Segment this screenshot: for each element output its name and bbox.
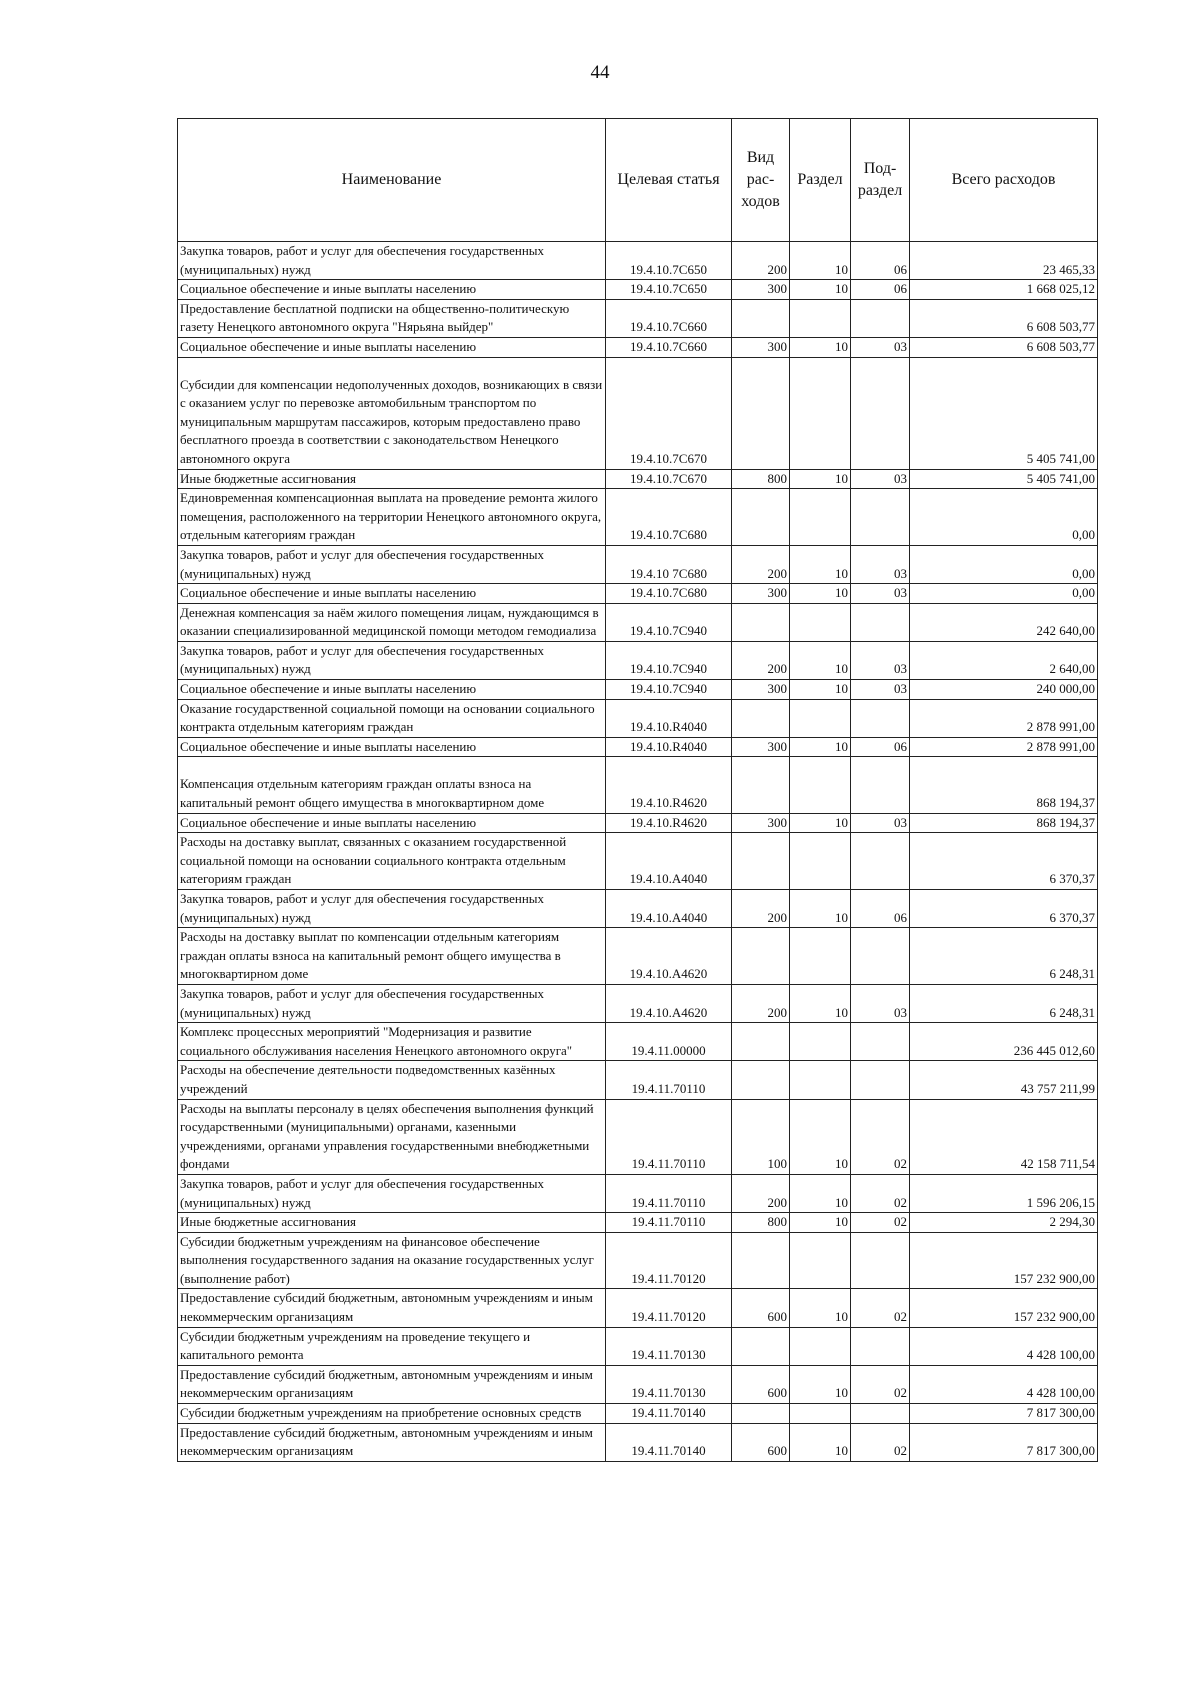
row-article-cell: 19.4.10.А4040: [606, 833, 732, 890]
row-name-cell: Единовременная компенсационная выплата на проведение ремонта жилого помещения, расположенного на территории Ненецкого автономного округа, отдельным категориям граждан: [178, 489, 606, 546]
row-article-cell: 19.4.10.7С680: [606, 584, 732, 604]
row-section-cell: 10: [790, 680, 851, 700]
row-article-cell: 19.4.11.70110: [606, 1213, 732, 1233]
row-article-cell: 19.4.10.7С670: [606, 469, 732, 489]
row-section-cell: [790, 757, 851, 813]
row-name-cell: Социальное обеспечение и иные выплаты населению: [178, 337, 606, 357]
row-name-cell: Закупка товаров, работ и услуг для обеспечения государственных (муниципальных) нужд: [178, 641, 606, 679]
row-section-cell: 10: [790, 1174, 851, 1212]
row-subsection-cell: [851, 603, 910, 641]
row-section-cell: 10: [790, 1365, 851, 1403]
row-subsection-cell: 03: [851, 469, 910, 489]
row-name-cell: Социальное обеспечение и иные выплаты населению: [178, 280, 606, 300]
row-section-cell: 10: [790, 280, 851, 300]
row-name-cell: Социальное обеспечение и иные выплаты населению: [178, 584, 606, 604]
row-section-cell: 10: [790, 469, 851, 489]
row-name-cell: Компенсация отдельным категориям граждан оплаты взноса на капитальный ремонт общего имущества в многоквартирном доме: [178, 757, 606, 813]
row-article-cell: 19.4.10.R4040: [606, 699, 732, 737]
row-expense-type-cell: 300: [732, 280, 790, 300]
row-subsection-cell: 06: [851, 737, 910, 757]
table-row: [178, 1213, 1098, 1233]
table-row: [178, 280, 1098, 300]
row-name-cell: Предоставление субсидий бюджетным, автономным учреждениям и иным некоммерческим организациям: [178, 1423, 606, 1461]
row-section-cell: 10: [790, 984, 851, 1022]
table-row: [178, 737, 1098, 757]
row-article-cell: 19.4.10.7С650: [606, 242, 732, 280]
row-expense-type-cell: 600: [732, 1289, 790, 1327]
row-expense-type-cell: 800: [732, 469, 790, 489]
row-section-cell: [790, 357, 851, 469]
row-subsection-cell: [851, 833, 910, 890]
row-article-cell: 19.4.10.R4620: [606, 813, 732, 833]
table-row: [178, 1099, 1098, 1174]
row-article-cell: 19.4.10.7С650: [606, 280, 732, 300]
table-row: [178, 545, 1098, 583]
row-subsection-cell: 03: [851, 337, 910, 357]
row-total-cell: 43 757 211,99: [910, 1061, 1098, 1099]
row-article-cell: 19.4.10 7С680: [606, 545, 732, 583]
row-subsection-cell: [851, 1327, 910, 1365]
table-row: [178, 357, 1098, 469]
row-expense-type-cell: [732, 699, 790, 737]
row-name-cell: Закупка товаров, работ и услуг для обеспечения государственных (муниципальных) нужд: [178, 242, 606, 280]
table-row: [178, 242, 1098, 280]
table-row: [178, 1232, 1098, 1289]
row-expense-type-cell: [732, 1327, 790, 1365]
table-row: [178, 299, 1098, 337]
row-article-cell: 19.4.10.R4040: [606, 737, 732, 757]
row-total-cell: 6 608 503,77: [910, 337, 1098, 357]
table-row: [178, 928, 1098, 985]
row-section-cell: [790, 1232, 851, 1289]
row-total-cell: 1 668 025,12: [910, 280, 1098, 300]
table-row: [178, 641, 1098, 679]
table-header-row: [178, 119, 1098, 242]
row-total-cell: 157 232 900,00: [910, 1289, 1098, 1327]
row-total-cell: 0,00: [910, 489, 1098, 546]
row-subsection-cell: 02: [851, 1423, 910, 1461]
row-subsection-cell: 02: [851, 1289, 910, 1327]
row-subsection-cell: [851, 357, 910, 469]
row-name-cell: Социальное обеспечение и иные выплаты населению: [178, 737, 606, 757]
row-subsection-cell: 06: [851, 242, 910, 280]
header-subsection: Под-раздел: [851, 119, 910, 242]
row-expense-type-cell: 200: [732, 1174, 790, 1212]
row-expense-type-cell: 800: [732, 1213, 790, 1233]
header-section: Раздел: [790, 119, 851, 242]
row-expense-type-cell: [732, 299, 790, 337]
row-expense-type-cell: [732, 928, 790, 985]
row-subsection-cell: [851, 489, 910, 546]
row-subsection-cell: 02: [851, 1174, 910, 1212]
row-total-cell: 7 817 300,00: [910, 1404, 1098, 1424]
row-subsection-cell: 06: [851, 890, 910, 928]
row-article-cell: 19.4.10.7С940: [606, 680, 732, 700]
row-section-cell: 10: [790, 890, 851, 928]
row-section-cell: [790, 833, 851, 890]
row-name-cell: Субсидии бюджетным учреждениям на финансовое обеспечение выполнения государственного задания на оказание государственных услуг (выполнение работ): [178, 1232, 606, 1289]
row-section-cell: [790, 489, 851, 546]
table-row: [178, 1365, 1098, 1403]
table-row: [178, 1174, 1098, 1212]
row-subsection-cell: [851, 699, 910, 737]
row-expense-type-cell: 600: [732, 1365, 790, 1403]
row-total-cell: 0,00: [910, 545, 1098, 583]
row-subsection-cell: [851, 928, 910, 985]
row-article-cell: 19.4.11.70110: [606, 1099, 732, 1174]
table-row: [178, 813, 1098, 833]
table-body: [178, 242, 1098, 1462]
row-expense-type-cell: 300: [732, 337, 790, 357]
row-section-cell: [790, 1327, 851, 1365]
table-row: [178, 469, 1098, 489]
row-subsection-cell: 03: [851, 680, 910, 700]
header-name: Наименование: [178, 119, 606, 242]
row-expense-type-cell: 300: [732, 737, 790, 757]
row-total-cell: 0,00: [910, 584, 1098, 604]
row-section-cell: 10: [790, 1099, 851, 1174]
row-subsection-cell: [851, 757, 910, 813]
row-expense-type-cell: 600: [732, 1423, 790, 1461]
row-article-cell: 19.4.11.70140: [606, 1404, 732, 1424]
row-expense-type-cell: [732, 1023, 790, 1061]
row-total-cell: 2 294,30: [910, 1213, 1098, 1233]
table-row: [178, 890, 1098, 928]
row-name-cell: Предоставление субсидий бюджетным, автономным учреждениям и иным некоммерческим организациям: [178, 1289, 606, 1327]
row-article-cell: 19.4.11.70120: [606, 1232, 732, 1289]
row-subsection-cell: [851, 1023, 910, 1061]
row-article-cell: 19.4.10.7С660: [606, 299, 732, 337]
row-section-cell: 10: [790, 242, 851, 280]
row-expense-type-cell: [732, 489, 790, 546]
row-expense-type-cell: 200: [732, 641, 790, 679]
row-name-cell: Денежная компенсация за наём жилого помещения лицам, нуждающимся в оказании специализированной медицинской помощи методом гемодиализа: [178, 603, 606, 641]
row-section-cell: [790, 603, 851, 641]
header-expense-type: Вид рас-ходов: [732, 119, 790, 242]
row-section-cell: [790, 1061, 851, 1099]
row-total-cell: 868 194,37: [910, 813, 1098, 833]
row-article-cell: 19.4.11.70120: [606, 1289, 732, 1327]
row-total-cell: 4 428 100,00: [910, 1365, 1098, 1403]
row-expense-type-cell: 200: [732, 890, 790, 928]
row-section-cell: 10: [790, 337, 851, 357]
table-row: [178, 489, 1098, 546]
row-name-cell: Субсидии для компенсации недополученных доходов, возникающих в связи с оказанием услуг по перевозке автомобильным транспортом по муниципальным маршрутам пассажиров, которым предоставлено право бесплатного проезда в соответствии с законодательством Ненецкого автономного округа: [178, 357, 606, 469]
row-name-cell: Субсидии бюджетным учреждениям на приобретение основных средств: [178, 1404, 606, 1424]
row-expense-type-cell: [732, 833, 790, 890]
row-total-cell: 157 232 900,00: [910, 1232, 1098, 1289]
row-name-cell: Оказание государственной социальной помощи на основании социального контракта отдельным категориям граждан: [178, 699, 606, 737]
row-article-cell: 19.4.11.00000: [606, 1023, 732, 1061]
table-row: [178, 1023, 1098, 1061]
row-total-cell: 2 878 991,00: [910, 699, 1098, 737]
row-subsection-cell: 02: [851, 1365, 910, 1403]
row-article-cell: 19.4.10.А4620: [606, 928, 732, 985]
row-article-cell: 19.4.10.7С940: [606, 641, 732, 679]
table-row: [178, 699, 1098, 737]
row-section-cell: 10: [790, 1213, 851, 1233]
table-row: [178, 337, 1098, 357]
row-expense-type-cell: [732, 1061, 790, 1099]
row-name-cell: Закупка товаров, работ и услуг для обеспечения государственных (муниципальных) нужд: [178, 984, 606, 1022]
row-expense-type-cell: 200: [732, 984, 790, 1022]
row-expense-type-cell: 200: [732, 545, 790, 583]
table-row: [178, 984, 1098, 1022]
row-article-cell: 19.4.10.7С940: [606, 603, 732, 641]
row-section-cell: [790, 928, 851, 985]
table-row: [178, 584, 1098, 604]
row-article-cell: 19.4.10.7С680: [606, 489, 732, 546]
row-article-cell: 19.4.10.А4040: [606, 890, 732, 928]
row-subsection-cell: 02: [851, 1213, 910, 1233]
row-total-cell: 6 248,31: [910, 928, 1098, 985]
row-subsection-cell: 06: [851, 280, 910, 300]
table-row: [178, 833, 1098, 890]
row-total-cell: 6 370,37: [910, 833, 1098, 890]
row-article-cell: 19.4.10.7С670: [606, 357, 732, 469]
row-subsection-cell: 03: [851, 641, 910, 679]
row-expense-type-cell: [732, 1232, 790, 1289]
row-expense-type-cell: 100: [732, 1099, 790, 1174]
row-article-cell: 19.4.11.70140: [606, 1423, 732, 1461]
row-section-cell: 10: [790, 813, 851, 833]
row-expense-type-cell: [732, 757, 790, 813]
row-subsection-cell: 03: [851, 984, 910, 1022]
row-total-cell: 240 000,00: [910, 680, 1098, 700]
table-row: [178, 1423, 1098, 1461]
row-name-cell: Закупка товаров, работ и услуг для обеспечения государственных (муниципальных) нужд: [178, 890, 606, 928]
row-article-cell: 19.4.10.R4620: [606, 757, 732, 813]
row-total-cell: 868 194,37: [910, 757, 1098, 813]
row-expense-type-cell: 200: [732, 242, 790, 280]
row-expense-type-cell: [732, 1404, 790, 1424]
row-expense-type-cell: 300: [732, 584, 790, 604]
row-total-cell: 242 640,00: [910, 603, 1098, 641]
row-name-cell: Расходы на выплаты персоналу в целях обеспечения выполнения функций государственными (муниципальными) органами, казенными учреждениями, органами управления государственными внебюджетными фондами: [178, 1099, 606, 1174]
row-section-cell: 10: [790, 584, 851, 604]
row-name-cell: Иные бюджетные ассигнования: [178, 469, 606, 489]
row-name-cell: Расходы на доставку выплат по компенсации отдельным категориям граждан оплаты взноса на капитальный ремонт общего имущества в многоквартирном доме: [178, 928, 606, 985]
row-name-cell: Комплекс процессных мероприятий "Модернизация и развитие социального обслуживания населения Ненецкого автономного округа": [178, 1023, 606, 1061]
row-name-cell: Иные бюджетные ассигнования: [178, 1213, 606, 1233]
row-total-cell: 5 405 741,00: [910, 357, 1098, 469]
row-expense-type-cell: 300: [732, 680, 790, 700]
header-total: Всего расходов: [910, 119, 1098, 242]
row-total-cell: 2 878 991,00: [910, 737, 1098, 757]
row-total-cell: 42 158 711,54: [910, 1099, 1098, 1174]
row-total-cell: 1 596 206,15: [910, 1174, 1098, 1212]
row-total-cell: 6 608 503,77: [910, 299, 1098, 337]
row-total-cell: 23 465,33: [910, 242, 1098, 280]
row-article-cell: 19.4.11.70130: [606, 1327, 732, 1365]
row-name-cell: Социальное обеспечение и иные выплаты населению: [178, 680, 606, 700]
row-article-cell: 19.4.11.70110: [606, 1174, 732, 1212]
row-total-cell: 7 817 300,00: [910, 1423, 1098, 1461]
table-row: [178, 680, 1098, 700]
row-section-cell: [790, 1404, 851, 1424]
row-section-cell: 10: [790, 1289, 851, 1327]
row-subsection-cell: [851, 1232, 910, 1289]
row-article-cell: 19.4.10.А4620: [606, 984, 732, 1022]
row-article-cell: 19.4.11.70130: [606, 1365, 732, 1403]
row-section-cell: 10: [790, 1423, 851, 1461]
row-name-cell: Расходы на обеспечение деятельности подведомственных казённых учреждений: [178, 1061, 606, 1099]
row-name-cell: Предоставление бесплатной подписки на общественно-политическую газету Ненецкого автономного округа "Нярьяна выйдер": [178, 299, 606, 337]
row-subsection-cell: 02: [851, 1099, 910, 1174]
row-total-cell: 4 428 100,00: [910, 1327, 1098, 1365]
row-section-cell: [790, 699, 851, 737]
row-subsection-cell: 03: [851, 584, 910, 604]
row-name-cell: Субсидии бюджетным учреждениям на проведение текущего и капитального ремонта: [178, 1327, 606, 1365]
row-total-cell: 236 445 012,60: [910, 1023, 1098, 1061]
row-total-cell: 6 370,37: [910, 890, 1098, 928]
row-section-cell: 10: [790, 545, 851, 583]
row-subsection-cell: [851, 1404, 910, 1424]
row-name-cell: Закупка товаров, работ и услуг для обеспечения государственных (муниципальных) нужд: [178, 1174, 606, 1212]
table-row: [178, 1061, 1098, 1099]
row-name-cell: Закупка товаров, работ и услуг для обеспечения государственных (муниципальных) нужд: [178, 545, 606, 583]
table-row: [178, 603, 1098, 641]
row-total-cell: 6 248,31: [910, 984, 1098, 1022]
budget-table: [177, 118, 1098, 1462]
page-number: 44: [590, 62, 610, 83]
row-subsection-cell: [851, 1061, 910, 1099]
row-subsection-cell: 03: [851, 545, 910, 583]
table-row: [178, 1289, 1098, 1327]
table-row: [178, 1404, 1098, 1424]
row-name-cell: Социальное обеспечение и иные выплаты населению: [178, 813, 606, 833]
row-article-cell: 19.4.11.70110: [606, 1061, 732, 1099]
row-total-cell: 5 405 741,00: [910, 469, 1098, 489]
row-expense-type-cell: 300: [732, 813, 790, 833]
row-name-cell: Расходы на доставку выплат, связанных с оказанием государственной социальной помощи на основании социального контракта отдельным категориям граждан: [178, 833, 606, 890]
row-section-cell: [790, 1023, 851, 1061]
table-row: [178, 757, 1098, 813]
row-name-cell: Предоставление субсидий бюджетным, автономным учреждениям и иным некоммерческим организациям: [178, 1365, 606, 1403]
row-expense-type-cell: [732, 357, 790, 469]
row-section-cell: 10: [790, 737, 851, 757]
row-article-cell: 19.4.10.7С660: [606, 337, 732, 357]
row-section-cell: [790, 299, 851, 337]
row-expense-type-cell: [732, 603, 790, 641]
row-subsection-cell: 03: [851, 813, 910, 833]
header-article: Целевая статья: [606, 119, 732, 242]
table-row: [178, 1327, 1098, 1365]
row-subsection-cell: [851, 299, 910, 337]
row-section-cell: 10: [790, 641, 851, 679]
row-total-cell: 2 640,00: [910, 641, 1098, 679]
